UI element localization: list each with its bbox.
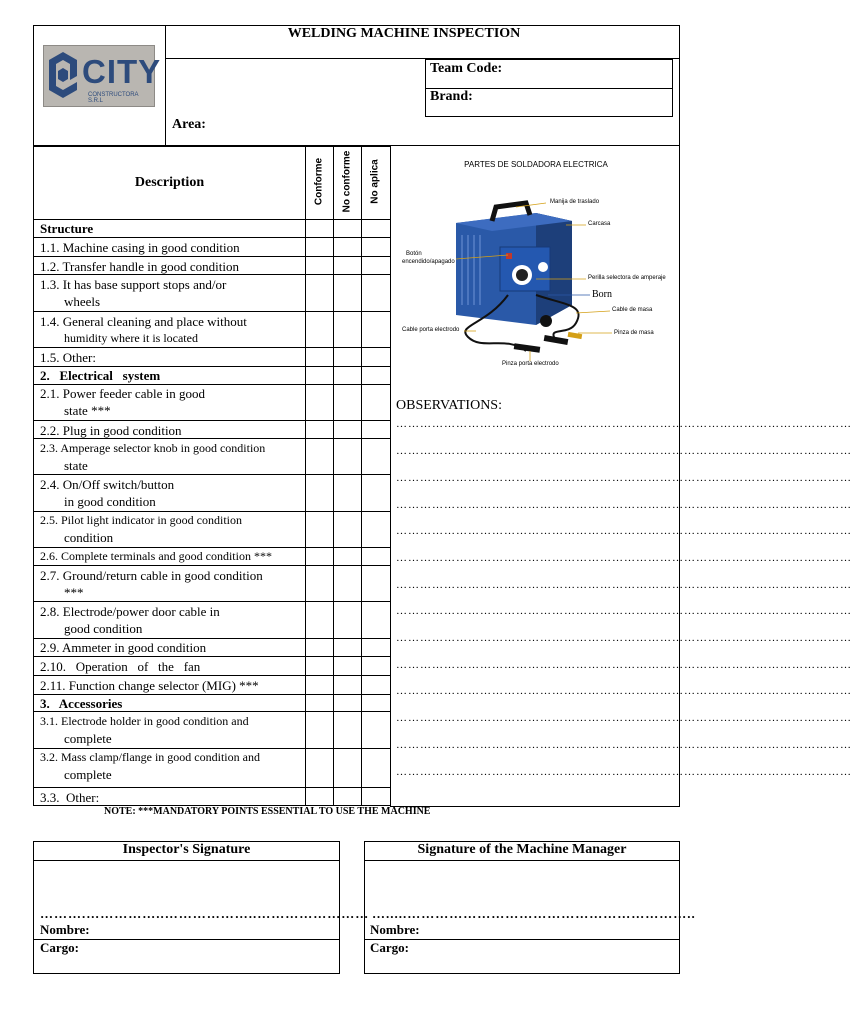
logo-subtext: CONSTRUCTORA S.R.L xyxy=(88,92,139,104)
logo-text: CITY xyxy=(82,53,162,90)
manager-signature-title: Signature of the Machine Manager xyxy=(417,842,627,857)
label-cable-masa: Cable de masa xyxy=(612,307,653,313)
row-label-cont: in good condition xyxy=(64,494,156,509)
label-manija: Manija de traslado xyxy=(550,199,600,205)
row-label-cont: complete xyxy=(64,767,112,782)
description-header: Description xyxy=(134,175,205,190)
observation-line: …………………………………………………………………………………………………… xyxy=(396,685,852,697)
row-label: 1.3. It has base support stops and/or xyxy=(40,277,227,292)
welding-machine-illustration xyxy=(396,155,676,375)
table-row xyxy=(34,276,390,310)
table-row xyxy=(34,367,390,384)
document-title: WELDING MACHINE INSPECTION xyxy=(287,26,521,41)
mandatory-note: NOTE: ***MANDATORY POINTS ESSENTIAL TO USE THE MACHINE xyxy=(104,806,431,817)
observation-line: …………………………………………………………………………………………………… xyxy=(396,659,852,671)
row-label: 1.4. General cleaning and place without xyxy=(40,314,247,329)
table-row xyxy=(34,603,390,637)
table-row xyxy=(34,385,390,419)
row-label-cont: state *** xyxy=(64,403,111,418)
label-pinza-porta: Pinza porta electrodo xyxy=(502,361,559,367)
label-boton-2: encendido/apagado xyxy=(402,259,455,265)
label-carcasa: Carcasa xyxy=(588,221,611,227)
observation-line: …………………………………………………………………………………………………… xyxy=(396,418,852,430)
table-row xyxy=(34,220,390,237)
table-row xyxy=(34,440,390,474)
row-label: 1.1. Machine casing in good condition xyxy=(40,240,240,255)
table-row xyxy=(34,239,390,256)
row-label: 2.4. On/Off switch/button xyxy=(40,477,175,492)
observation-line: …………………………………………………………………………………………………… xyxy=(396,445,852,457)
table-row xyxy=(34,749,390,783)
manager-nombre-label: Nombre: xyxy=(370,922,420,937)
row-label: 2.5. Pilot light indicator in good condition xyxy=(40,513,242,527)
table-row xyxy=(34,258,390,275)
table-row xyxy=(34,422,390,439)
company-logo xyxy=(43,45,162,107)
observation-line: …………………………………………………………………………………………………… xyxy=(396,499,852,511)
diagram-title: PARTES DE SOLDADORA ELECTRICA xyxy=(464,160,608,169)
table-row xyxy=(34,658,390,675)
row-label: 3. Accessories xyxy=(40,696,123,711)
observation-line: …………………………………………………………………………………………………… xyxy=(396,712,852,724)
area-label: Area: xyxy=(172,117,206,132)
row-label: 2.8. Electrode/power door cable in xyxy=(40,604,220,619)
row-label: 3.3. Other: xyxy=(40,790,100,805)
col-header-no-aplica: No aplica xyxy=(369,159,381,204)
team-code-label: Team Code: xyxy=(430,61,503,76)
observation-line: …………………………………………………………………………………………………… xyxy=(396,525,852,537)
observation-line: …………………………………………………………………………………………………… xyxy=(396,552,852,564)
table-row xyxy=(34,677,390,694)
table-row xyxy=(34,476,390,510)
label-born: Born xyxy=(592,289,612,300)
row-label: 2.3. Amperage selector knob in good condition xyxy=(40,441,266,455)
inspector-signature-line: ……….……………..………………..…………………… xyxy=(40,906,370,921)
table-row xyxy=(34,349,390,366)
row-label: 3.1. Electrode holder in good condition and xyxy=(40,714,249,728)
row-label: 1.2. Transfer handle in good condition xyxy=(40,259,239,274)
brand-label: Brand: xyxy=(430,89,473,104)
table-row xyxy=(34,789,390,806)
table-row xyxy=(34,713,390,747)
table-row xyxy=(34,548,390,565)
inspector-signature-title: Inspector's Signature xyxy=(122,842,251,857)
table-row xyxy=(34,512,390,546)
table-row xyxy=(34,313,390,347)
observation-line: …………………………………………………………………………………………………… xyxy=(396,766,852,778)
bottom-border xyxy=(390,806,680,807)
row-label: 2.11. Function change selector (MIG) *** xyxy=(40,678,259,693)
label-perilla: Perilla selectora de amperaje xyxy=(588,275,666,281)
row-label-cont: *** xyxy=(64,585,84,600)
row-label-cont: good condition xyxy=(64,621,143,636)
table-row xyxy=(34,567,390,601)
observation-line: …………………………………………………………………………………………………… xyxy=(396,739,852,751)
row-label: 2.1. Power feeder cable in good xyxy=(40,386,205,401)
row-label: 1.5. Other: xyxy=(40,350,96,365)
row-label-cont: condition xyxy=(64,530,114,545)
observation-line: …………………………………………………………………………………………………… xyxy=(396,472,852,484)
manager-cargo-label: Cargo: xyxy=(370,940,409,955)
row-label: 2.2. Plug in good condition xyxy=(40,423,182,438)
observation-line: …………………………………………………………………………………………………… xyxy=(396,579,852,591)
row-label: 2.7. Ground/return cable in good condition xyxy=(40,568,263,583)
row-label: 2.6. Complete terminals and good condition *** xyxy=(40,549,272,563)
observations-label: OBSERVATIONS: xyxy=(396,398,502,413)
table-row xyxy=(34,695,390,712)
row-label-cont: complete xyxy=(64,731,112,746)
table-row xyxy=(34,639,390,656)
row-label: 2. Electrical system xyxy=(40,368,161,383)
manager-signature-line: ….....…………………………………………………….. xyxy=(372,906,696,921)
row-label-cont: humidity where it is located xyxy=(64,331,198,345)
row-label: 3.2. Mass clamp/flange in good condition and xyxy=(40,750,260,764)
row-label: Structure xyxy=(40,221,94,236)
label-boton: Botón xyxy=(406,251,422,257)
col-header-no-conforme: No conforme xyxy=(341,150,353,213)
observation-line: …………………………………………………………………………………………………… xyxy=(396,632,852,644)
row-label: 2.9. Ammeter in good condition xyxy=(40,640,207,655)
observation-line: …………………………………………………………………………………………………… xyxy=(396,605,852,617)
inspector-nombre-label: Nombre: xyxy=(40,922,90,937)
row-label: 2.10. Operation of the fan xyxy=(40,659,201,674)
col-header-conforme: Conforme xyxy=(313,157,325,206)
row-label-cont: state xyxy=(64,458,88,473)
inspector-cargo-label: Cargo: xyxy=(40,940,79,955)
row-label-cont: wheels xyxy=(64,294,101,309)
label-cable-porta: Cable porta electrodo xyxy=(402,327,460,333)
welder-diagram xyxy=(396,155,676,375)
header-logo-divider xyxy=(165,25,166,146)
label-pinza-masa: Pinza de masa xyxy=(614,330,654,336)
